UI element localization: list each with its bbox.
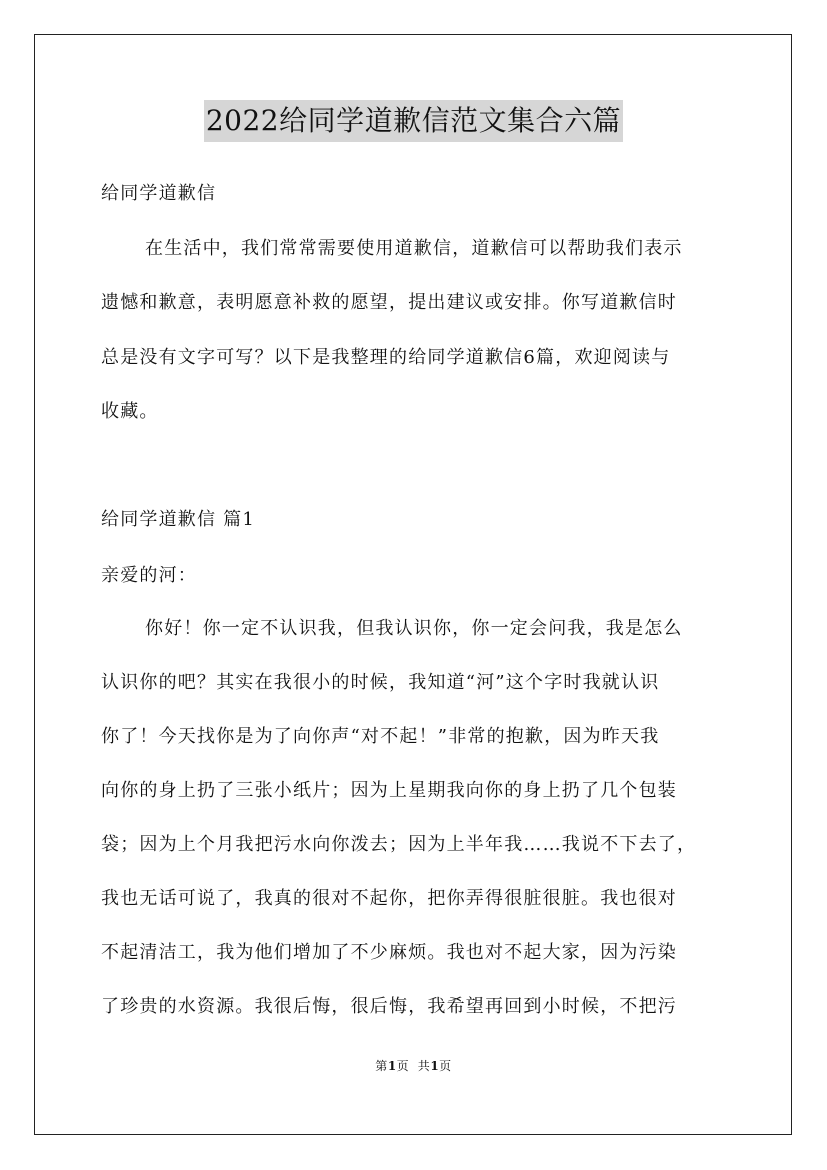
body-line-4: 向你的身上扔了三张小纸片；因为上星期我向你的身上扔了几个包装 <box>101 780 677 801</box>
body-line-1: 你好！你一定不认识我，但我认识你，你一定会问我，我是怎么 <box>145 618 683 639</box>
footer-page-total: 1 <box>430 1059 440 1073</box>
footer-page-suffix: 页 <box>439 1059 452 1073</box>
salutation: 亲爱的河： <box>101 565 197 586</box>
footer-page-mid: 页 共 <box>396 1059 431 1073</box>
body-line-7: 不起清洁工，我为他们增加了不少麻烦。我也对不起大家，因为污染 <box>101 942 677 963</box>
intro-line-1: 在生活中，我们常常需要使用道歉信，道歉信可以帮助我们表示 <box>145 238 683 259</box>
body-line-3: 你了！今天找你是为了向你声“对不起！”非常的抱歉，因为昨天我 <box>101 726 660 747</box>
body-line-2: 认识你的吧？其实在我很小的时候，我知道“河”这个字时我就认识 <box>101 672 660 693</box>
title-container <box>0 100 827 142</box>
footer-page-number: 1 <box>387 1059 397 1073</box>
intro-line-4: 收藏。 <box>101 401 159 422</box>
intro-line-2: 遗憾和歉意，表明愿意补救的愿望，提出建议或安排。你写道歉信时 <box>101 292 677 313</box>
heading: 给同学道歉信 <box>101 183 217 204</box>
footer-page-prefix: 第 <box>375 1059 388 1073</box>
body-line-6: 我也无话可说了，我真的很对不起你，把你弄得很脏很脏。我也很对 <box>101 888 677 909</box>
body-line-8: 了珍贵的水资源。我很后悔，很后悔，我希望再回到小时候，不把污 <box>101 996 677 1017</box>
document-title: 2022给同学道歉信范文集合六篇 <box>204 100 623 142</box>
intro-line-3: 总是没有文字可写？以下是我整理的给同学道歉信6篇，欢迎阅读与 <box>101 347 671 368</box>
body-line-5: 袋；因为上个月我把污水向你泼去；因为上半年我……我说不下去了， <box>101 834 697 855</box>
section-heading: 给同学道歉信 篇1 <box>101 509 255 530</box>
page-footer <box>0 1057 827 1074</box>
